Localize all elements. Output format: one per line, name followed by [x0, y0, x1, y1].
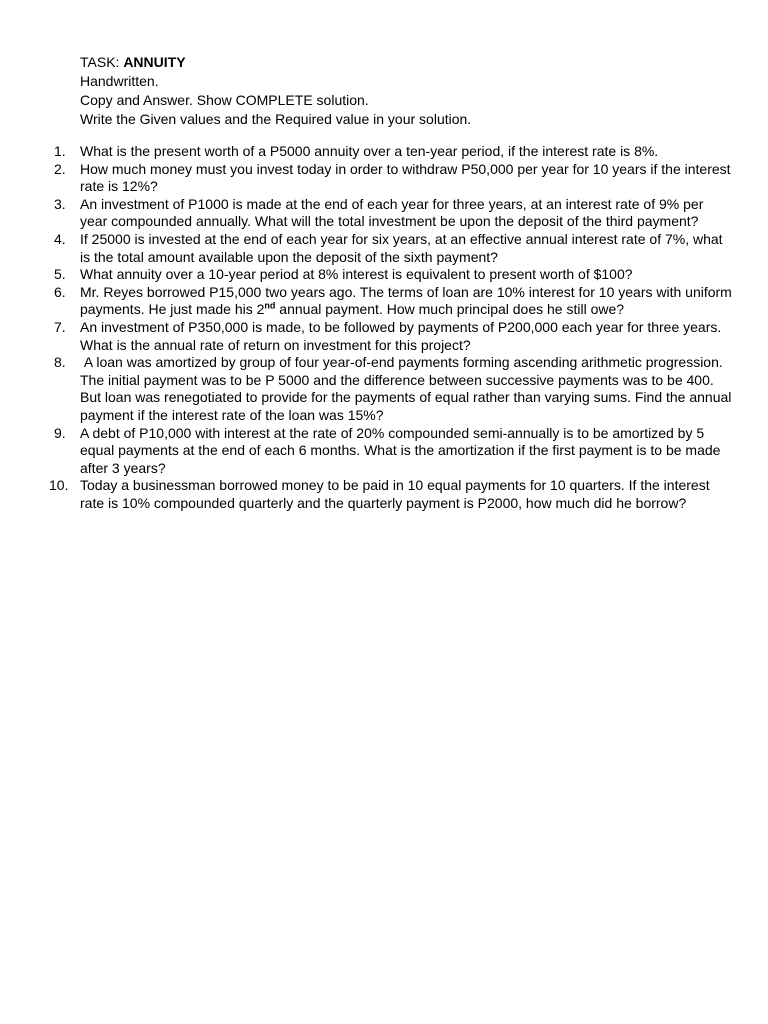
question-list: [0, 143, 768, 512]
question-item-8: [0, 354, 768, 424]
question-text: An investment of P1000 is made at the end of each year for three years, at an interest rate of 9% per year compounded annually. What will the total investment be upon the deposit of the third payment?: [80, 195, 704, 230]
task-prefix: TASK:: [80, 54, 124, 70]
question-number: 3.: [54, 195, 66, 212]
question-number: 9.: [54, 424, 66, 441]
ordinal-superscript: nd: [264, 300, 276, 311]
task-title-line: [80, 53, 740, 72]
task-header: [80, 53, 740, 129]
instruction-given-required: Write the Given values and the Required value in your solution.: [80, 111, 472, 127]
question-text-after: annual payment. How much principal does he still owe?: [275, 301, 625, 318]
question-text: A debt of P10,000 with interest at the rate of 20% compounded semi-annually is to be amortized by 5 equal payments at the end of each 6 months. What is the amortization if the first payment is to be made after 3 years?: [80, 424, 721, 476]
question-item-6: [0, 284, 768, 319]
question-text: A loan was amortized by group of four year-of-end payments forming ascending arithmetic progression. The initial payment was to be P 5000 and the difference between successive payments was to be 400. But loan was renegotiated to provide for the payments of equal rather than varying sums. Find the annual payment if the interest rate of the loan was 15%?: [80, 354, 732, 423]
question-number: 8.: [54, 354, 66, 371]
question-item-7: [0, 319, 768, 354]
question-text: [80, 284, 732, 319]
question-number: 1.: [54, 143, 66, 159]
instruction-copy-answer: Copy and Answer. Show COMPLETE solution.: [80, 92, 369, 108]
question-number: 6.: [54, 283, 66, 300]
question-text: What is the present worth of a P5000 annuity over a ten-year period, if the interest rate is 8%.: [80, 143, 659, 159]
task-title: ANNUITY: [123, 54, 186, 70]
question-item-2: [0, 161, 768, 196]
question-number: 5.: [54, 266, 66, 283]
question-item-1: [0, 143, 768, 161]
question-item-3: [0, 196, 768, 231]
question-item-5: [0, 266, 768, 284]
question-text: What annuity over a 10-year period at 8% interest is equivalent to present worth of $100?: [80, 266, 633, 283]
question-number: 4.: [54, 230, 66, 247]
question-text: An investment of P350,000 is made, to be followed by payments of P200,000 each year for three years. What is the annual rate of return on investment for this project?: [80, 318, 722, 353]
question-number: 2.: [54, 160, 66, 177]
question-text: Today a businessman borrowed money to be paid in 10 equal payments for 10 quarters. If the interest rate is 10% compounded quarterly and the quarterly payment is P2000, how much did he borrow?: [80, 477, 710, 511]
question-number: 7.: [54, 318, 66, 335]
question-text: How much money must you invest today in order to withdraw P50,000 per year for 10 years if the interest rate is 12%?: [80, 160, 731, 195]
question-number: 10.: [49, 477, 69, 494]
question-text: If 25000 is invested at the end of each year for six years, at an effective annual interest rate of 7%, what is the total amount available upon the deposit of the sixth payment?: [80, 230, 723, 265]
question-text-before: Mr. Reyes borrowed P15,000 two years ago. The terms of loan are 10% interest for 10 years with uniform payments. He just made his 2: [80, 283, 732, 318]
question-item-10: [0, 477, 768, 512]
question-item-4: [0, 231, 768, 266]
instruction-handwritten: Handwritten.: [80, 73, 159, 89]
question-item-9: [0, 425, 768, 478]
